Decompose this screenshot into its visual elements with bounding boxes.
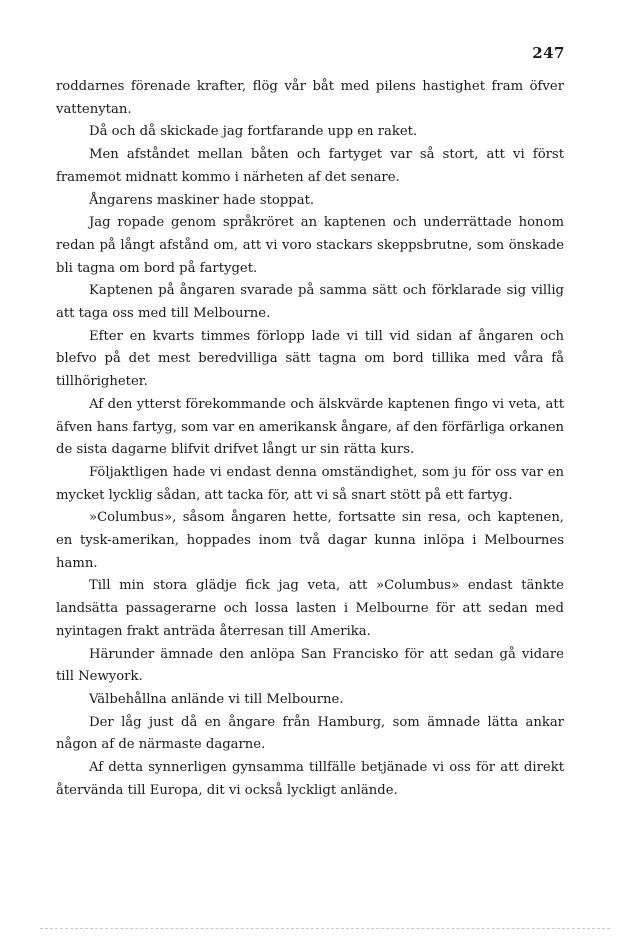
paragraph: Följaktligen hade vi endast denna omständighet, som ju för oss var en mycket lycklig sådan, att tacka för, att vi så snart stött på ett fartyg. — [56, 464, 564, 503]
page-number: 247 — [532, 44, 565, 62]
paragraph: Af den ytterst förekommande och älskvärde kaptenen fingo vi veta, att äfven hans fartyg, som var en amerikansk ångare, af den förfärliga orkanen de sista dagarne blifvit drifvet långt ur sin rätta kurs. — [56, 396, 564, 458]
paragraph: Af detta synnerligen gynsamma tillfälle betjänade vi oss för att direkt återvända till Europa, dit vi också lyckligt anlände. — [56, 760, 564, 798]
paragraph: Ångarens maskiner hade stoppat. — [89, 192, 315, 208]
paragraph: Då och då skickade jag fortfarande upp en raket. — [89, 124, 418, 140]
paragraph: Men afståndet mellan båten och fartyget var så stort, att vi först framemot midnatt kommo i närheten af det senare. — [56, 147, 564, 185]
paragraph: roddarnes förenade krafter, flög vår båt med pilens hastighet fram öfver vattenytan. — [56, 79, 564, 117]
paragraph: Till min stora glädje fick jag veta, att »Columbus» endast tänkte landsätta passagerarne och lossa lasten i Melbourne för att sedan med nyintagen frakt anträda återresan till Amerika. — [56, 578, 564, 639]
paragraph: Kaptenen på ångaren svarade på samma sätt och förklarade sig villig att taga oss med till Melbourne. — [56, 283, 564, 322]
paragraph: »Columbus», såsom ångaren hette, fortsatte sin resa, och kaptenen, en tysk-amerikan, hoppades inom två dagar kunna inlöpa i Melbournes hamn. — [56, 510, 564, 571]
paragraph: Efter en kvarts timmes förlopp lade vi till vid sidan af ångaren och blefvo på det mest beredvilliga sätt tagna om bord tillika med våra få tillhörigheter. — [56, 328, 564, 390]
body-text — [56, 76, 564, 803]
paragraph: Välbehållna anlände vi till Melbourne. — [89, 691, 344, 707]
paragraph: Härunder ämnade den anlöpa San Francisko för att sedan gå vidare till Newyork. — [56, 646, 564, 685]
paragraph: Der låg just då en ångare från Hamburg, som ämnade lätta ankar någon af de närmaste dagarne. — [56, 714, 564, 753]
page-bottom-edge — [40, 928, 610, 929]
paragraph: Jag ropade genom språkröret an kaptenen och underrättade honom redan på långt afstånd om, att vi voro stackars skeppsbrutne, som önskade bli tagna om bord på fartyget. — [56, 215, 564, 276]
